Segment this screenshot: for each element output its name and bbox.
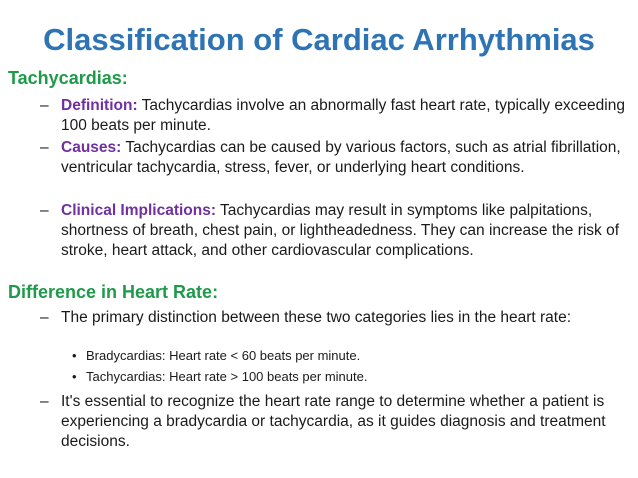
subbullet-tachycardias-text: Tachycardias: Heart rate > 100 beats per minute. — [86, 369, 368, 384]
bullet-dot: • — [72, 348, 77, 363]
bullet-primary-distinction — [40, 308, 625, 328]
subbullet-bradycardias-text: Bradycardias: Heart rate < 60 beats per minute. — [86, 348, 361, 363]
bullet-causes — [40, 138, 625, 178]
subbullet-bradycardias — [72, 347, 612, 365]
bullet-clinical-implications — [40, 201, 625, 261]
bullet-primary-distinction-text: The primary distinction between these two categories lies in the heart rate: — [61, 309, 572, 326]
bullet-causes-body: Tachycardias can be caused by various factors, such as atrial fibrillation, ventricular tachycardia, stress, fever, or underlying heart conditions. — [61, 139, 621, 176]
dash-marker: – — [40, 139, 49, 156]
subbullet-tachycardias — [72, 368, 612, 386]
bullet-definition — [40, 96, 625, 136]
bullet-clinical-implications-lead: Clinical Implications: — [61, 202, 217, 219]
dash-marker: – — [40, 309, 49, 326]
dash-marker: – — [40, 97, 49, 114]
bullet-dot: • — [72, 369, 77, 384]
section-heading-difference-in-heart-rate: Difference in Heart Rate: — [8, 282, 219, 302]
slide-title: Classification of Cardiac Arrhythmias — [43, 22, 595, 57]
bullet-definition-text — [61, 96, 625, 136]
section-heading-tachycardias: Tachycardias: — [8, 68, 128, 88]
bullet-clinical-implications-text — [61, 201, 625, 261]
bullet-causes-text — [61, 138, 625, 178]
dash-marker: – — [40, 202, 49, 219]
bullet-definition-lead: Definition: — [61, 97, 138, 114]
bullet-essential-recognition-text: It's essential to recognize the heart rate range to determine whether a patient is experiencing a bradycardia or tachycardia, as it guides diagnosis and treatment decisions. — [61, 393, 606, 450]
bullet-definition-body: Tachycardias involve an abnormally fast heart rate, typically exceeding 100 beats per minute. — [61, 97, 625, 134]
dash-marker: – — [40, 393, 49, 410]
bullet-essential-recognition — [40, 392, 625, 452]
bullet-clinical-implications-body: Tachycardias may result in symptoms like palpitations, shortness of breath, chest pain, or lightheadedness. They can increase the risk of stroke, heart attack, and other cardiovascular complications. — [61, 202, 620, 259]
bullet-causes-lead: Causes: — [61, 139, 122, 156]
